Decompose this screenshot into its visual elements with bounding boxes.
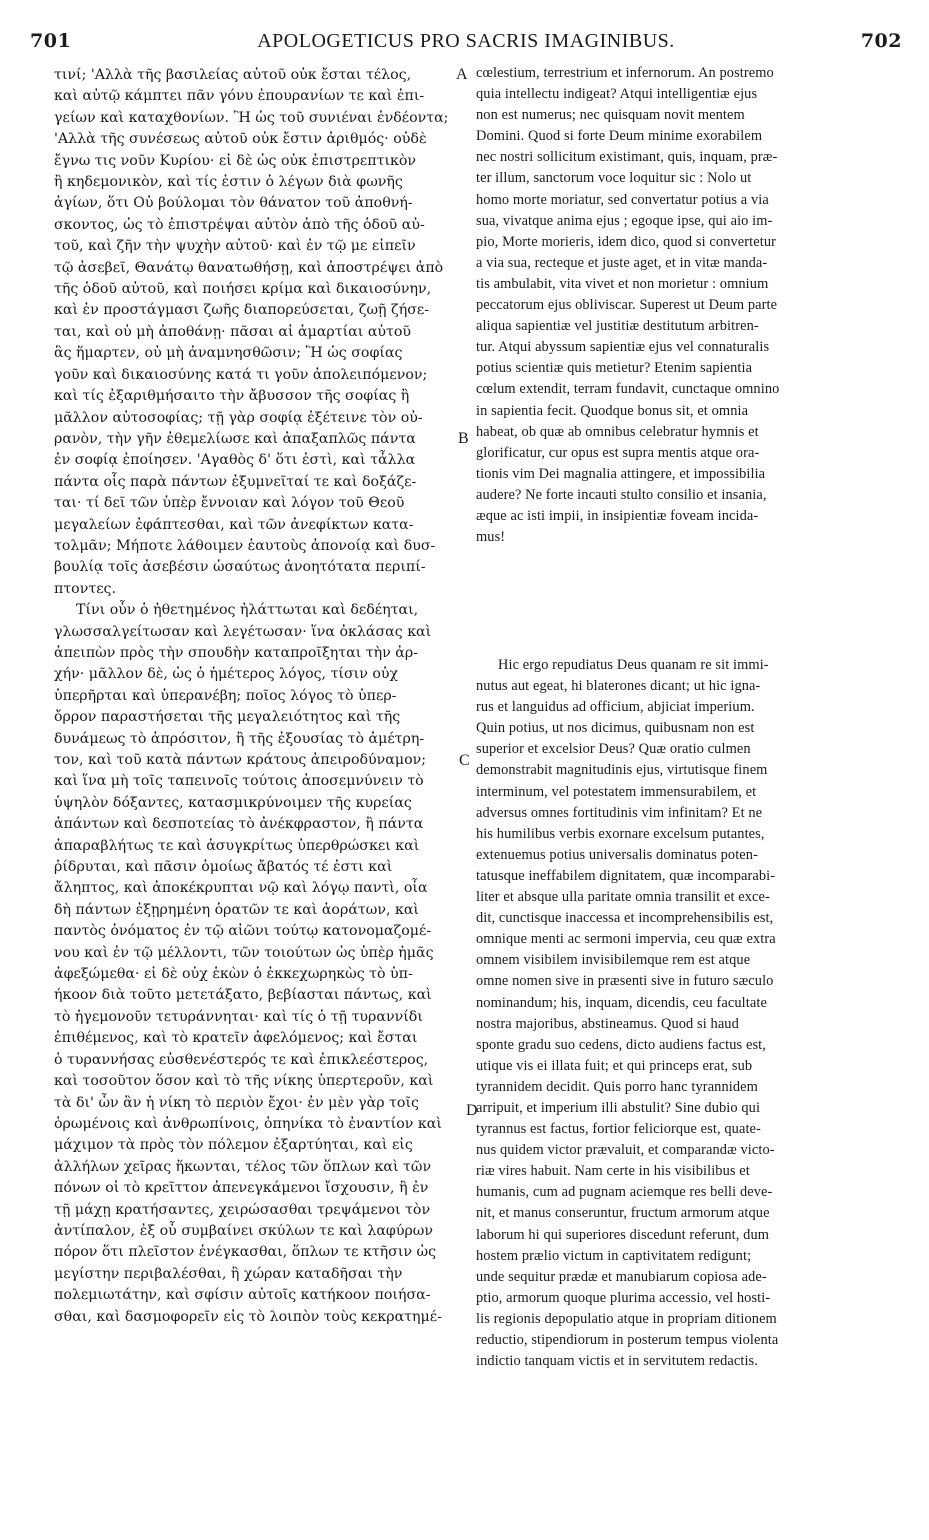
margin-marker-a: A bbox=[456, 66, 468, 83]
text-line: unde sequitur prædæ et manubiarum copiosa ade- bbox=[476, 1268, 767, 1285]
text-line: interminum, vel potestatem immensurabilem, et bbox=[476, 783, 757, 800]
text-line: arripuit, et imperium illi abstulit? Sine dubio qui bbox=[476, 1099, 761, 1116]
text-line: sponte gradu suo cedens, dicto audiens factus est, bbox=[476, 1036, 766, 1053]
text-line: in sapientia fecit. Quodque bonus sit, et omnia bbox=[476, 402, 749, 419]
text-line: σκοντος, ὡς τὸ ἐπιστρέψαι αὐτὸν ἀπὸ τῆς ὁδοῦ αὐ- bbox=[54, 216, 425, 233]
text-line: tis ambulabit, vita vivet et non morietur : omnium bbox=[476, 275, 769, 292]
text-line: ἐπιθέμενος, καὶ τὸ κρατεῖν ἀφελόμενος; καὶ ἔσται bbox=[54, 1030, 418, 1047]
text-line: laborum hi qui superiores discedunt referunt, dum bbox=[476, 1226, 770, 1243]
text-line: utique vis ei illata fuit; et qui princeps erat, sub bbox=[476, 1057, 753, 1074]
text-line: riæ vires habuit. Nam certe in his visibilibus et bbox=[476, 1163, 750, 1180]
text-line: δὴ πάντων ἐξῃρημένη ὁρατῶν τε καὶ ἀοράτων, καὶ bbox=[54, 901, 419, 918]
text-line: ἀλλήλων χεῖρας ἥκωνται, τέλος τῶν ὅπλων καὶ τῶν bbox=[54, 1158, 432, 1175]
text-line: his humilibus verbis exornare excelsum putantes, bbox=[476, 825, 765, 842]
text-line: γλωσσαλγείτωσαν καὶ λεγέτωσαν· ἵνα ὀκλάσας καὶ bbox=[54, 623, 432, 640]
text-line: τοῦ, καὶ ζῆν τὴν ψυχὴν αὐτοῦ· καὶ ἐν τῷ με εἰπεῖν bbox=[54, 238, 416, 255]
text-line: καὶ αὐτῷ κάμπτει πᾶν γόνυ ἐπουρανίων τε καὶ ἐπι- bbox=[54, 88, 425, 105]
text-line: ἢ κηδεμονικὸν, καὶ τίς ἐστιν ὁ λέγων διὰ φωνῆς bbox=[54, 174, 403, 191]
latin-column-part-1 bbox=[476, 63, 906, 548]
text-line: sua, vivatque anima ejus ; egoque ipse, qui aio im- bbox=[476, 212, 773, 229]
text-line: τινί; 'Αλλὰ τῆς βασιλείας αὐτοῦ οὐκ ἔσται τέλος, bbox=[54, 67, 412, 83]
text-line: τολμᾶν; Μήποτε λάθοιμεν ἑαυτοὺς ἀπονοίᾳ καὶ δυσ- bbox=[54, 537, 436, 554]
text-line: μᾶλλον αὐτοσοφίας; τῇ γὰρ σοφίᾳ ἐξέτεινε τὸν οὐ- bbox=[54, 409, 423, 426]
text-line: nus quidem victor prævaluit, et comparandæ victo- bbox=[476, 1142, 775, 1159]
text-line: ήκοον διὰ τοῦτο μετετάξατο, βεβίασται πάντως, καὶ bbox=[54, 987, 432, 1004]
text-line: γοῦν καὶ δικαιοσύνης κατά τι γοῦν ἀπολειπόμενον; bbox=[54, 366, 428, 383]
text-line: ὄρρον παραστήσεται τῆς μεγαλειότητος καὶ τῆς bbox=[54, 709, 401, 726]
text-line: liter et absque ulla paritate omnia transilit et exce- bbox=[476, 889, 770, 906]
text-line: pio, Morte morieris, idem dico, quod si convertetur bbox=[476, 233, 777, 250]
text-line: ὁρωμένοις καὶ ἀνθρωπίνοις, ὁπηνίκα τὸ ἐναντίον καὶ bbox=[54, 1115, 442, 1132]
text-line: non est numerus; nec quisquam novit mentem bbox=[476, 107, 745, 124]
text-line: τῷ ἀσεβεῖ, Θανάτῳ θανατωθήσῃ, καὶ ἀποστρέψει ἀπὸ bbox=[54, 259, 444, 276]
text-line: homo morte moriatur, sed convertatur potius a via bbox=[476, 191, 769, 208]
text-line: βουλίᾳ τοῖς ἀσεβέσιν ὡσαύτως ἀνοητότατα περιπί- bbox=[54, 559, 426, 576]
text-line: ἀπαραβλήτως τε καὶ ἀσυγκρίτως ὑπερθρώσκει καὶ bbox=[54, 837, 420, 854]
page-number-right: 702 bbox=[860, 30, 902, 52]
text-line: ἀπειπὼν πρὸς τὴν σπουδὴν καταπροῖξηται τὴν ἀρ- bbox=[54, 644, 419, 661]
running-title: APOLOGETICUS PRO SACRIS IMAGINIBUS. bbox=[257, 30, 675, 52]
text-line: nit, et manus conseruntur, fructum armorum atque bbox=[476, 1205, 770, 1222]
text-line: omne nomen sive in præsenti sive in futuro sæculo bbox=[476, 973, 774, 990]
text-line: indictio tanquam victis et in servitutem redactis. bbox=[476, 1353, 758, 1370]
text-line: ἀντίπαλον, ἐξ οὗ συμβαίνει σκύλων τε καὶ λαφύρων bbox=[54, 1222, 434, 1239]
text-line: tatusque ineffabilem dignitatem, quæ incomparabi- bbox=[476, 867, 776, 884]
text-line: ἔγνω τις νοῦν Κυρίου· εἰ δὲ ὡς οὐκ ἐπιστρεπτικὸν bbox=[54, 152, 417, 169]
text-line: habeat, ob quæ ab omnibus celebratur hymnis et bbox=[476, 423, 759, 440]
text-line: superior et excelsior Deus? Quæ oratio culmen bbox=[476, 741, 751, 758]
text-line: πολεμιωτάτην, καὶ σφίσιν αὐτοῖς κατήκοον ποιήσα- bbox=[54, 1287, 431, 1304]
text-line: dit, cunctisque inaccessa et incomprehensibilis est, bbox=[476, 910, 774, 927]
text-line: ται, καὶ οὐ μὴ ἀποθάνῃ· πᾶσαι αἱ ἁμαρτίαι αὐτοῦ bbox=[54, 323, 412, 340]
text-line: Hic ergo repudiatus Deus quanam re sit immi- bbox=[498, 657, 769, 673]
text-line: hostem prælio victum in captivitatem redigunt; bbox=[476, 1247, 752, 1264]
text-line: μεγίστην περιβαλέσθαι, ἢ χώραν καταδῆσαι τὴν bbox=[54, 1265, 403, 1282]
text-line: a via sua, recteque et juste aget, et in vitæ manda- bbox=[476, 254, 768, 271]
text-line: τῇ μάχῃ κρατήσαντες, χειρώσασθαι τρεψάμενοι τὸν bbox=[54, 1201, 431, 1218]
text-line: omnique menti ac sermoni impervia, ceu quæ extra bbox=[476, 931, 776, 948]
text-line: τὰ δι' ὧν ἂν ἡ νίκη τὸ περιὸν ἔχοι· ἐν μὲν γὰρ τοῖς bbox=[54, 1094, 419, 1111]
text-line: πόνων οἱ τὸ κρεῖττον ἀπενεγκάμενοι ἴσχουσιν, ἢ ἐν bbox=[54, 1180, 429, 1197]
text-line: nostra majoribus, abstineamus. Quod si haud bbox=[476, 1015, 739, 1032]
text-line: cœlestium, terrestrium et infernorum. An postremo bbox=[476, 65, 774, 81]
text-line: adversus omnes fortitudinis vim infinitam? Et ne bbox=[476, 804, 763, 821]
text-line: δυνάμεως τὸ ἀπρόσιτον, ἢ τῆς ἐξουσίας τὸ ἀμέτρη- bbox=[54, 730, 425, 747]
text-line: peccatorum ejus obliviscar. Superest ut Deum parte bbox=[476, 297, 778, 314]
text-line: 'Αλλὰ τῆς συνέσεως αὐτοῦ οὐκ ἔστιν ἀριθμός· οὐδὲ bbox=[54, 131, 427, 148]
text-line: Quin potius, ut nos dicimus, quibusnam non est bbox=[476, 720, 755, 737]
text-line: μεγαλείων ἐφάπτεσθαι, καὶ τῶν ἀνεφίκτων κατα- bbox=[54, 516, 414, 533]
text-line: καὶ τίς ἐξαριθμήσαιτο τὴν ἄβυσσον τῆς σοφίας ἢ bbox=[54, 388, 410, 405]
text-line: καὶ ἐν προστάγμασι ζωῆς διαπορεύσεται, ζωῇ ζήσε- bbox=[54, 302, 430, 319]
text-line: ἐν σοφίᾳ ἐποίησεν. 'Αγαθὸς δ' ὅτι ἐστὶ, καὶ τἆλλα bbox=[54, 452, 416, 469]
text-line: omnem visibilem invisibilemque rem est atque bbox=[476, 952, 751, 969]
text-line: demonstrabit magnitudinis ejus, virtutisque finem bbox=[476, 762, 768, 779]
text-line: nec nostri sollicitum existimant, quis, inquam, præ- bbox=[476, 149, 778, 166]
text-line: ῥίδρυται, καὶ πᾶσιν ὁμοίως ἄβατός τέ ἐστι καὶ bbox=[54, 859, 393, 876]
text-line: humanis, cum ad pugnam aciemque res belli deve- bbox=[476, 1184, 773, 1201]
text-line: potius scientiæ quis metietur? Etenim sapientia bbox=[476, 360, 753, 377]
text-line: quia intellectu indigeat? Atqui intelligentiæ ejus bbox=[476, 86, 758, 103]
text-line: tionis vim Dei magnalia attingere, et impossibilia bbox=[476, 465, 766, 482]
text-line: extenuemus potius universalis dominatus poten- bbox=[476, 846, 758, 863]
text-line: Τίνι οὖν ὁ ἠθετημένος ἠλάττωται καὶ δεδέηται, bbox=[76, 602, 419, 619]
text-line: τον, καὶ τοῦ κατὰ πάντων κράτους ἀπειροδύναμον; bbox=[54, 752, 427, 768]
text-line: ἃς ἥμαρτεν, οὐ μὴ ἀναμνησθῶσιν; Ἢ ὡς σοφίας bbox=[54, 345, 403, 362]
text-line: ται· τί δεῖ τῶν ὑπὲρ ἔννοιαν καὶ λόγον τοῦ Θεοῦ bbox=[54, 495, 405, 512]
text-line: ὁ τυραννήσας εὐσθενέστερός τε καὶ ἐπικλεέστερος, bbox=[54, 1051, 429, 1068]
text-line: καὶ ἵνα μὴ τοῖς ταπεινοῖς τούτοις ἀποσεμνύνειν τὸ bbox=[54, 773, 424, 790]
text-line: ἀφεξώμεθα· εἰ δὲ οὐχ ἑκὼν ὁ ἐκκεχωρηκὼς τὸ ὑπ- bbox=[54, 966, 413, 983]
text-line: audere? Ne forte incauti stulto consilio et insania, bbox=[476, 486, 767, 503]
text-line: πάντα οἷς παρὰ πάντων ἐξυμνεῖταί τε καὶ δοξάζε- bbox=[54, 473, 417, 490]
margin-marker-c: C bbox=[459, 752, 470, 769]
text-line: ptio, armorum quoque plurima accessio, vel hosti- bbox=[476, 1289, 771, 1306]
margin-marker-d: D bbox=[466, 1102, 478, 1119]
text-line: μάχιμον τὰ πρὸς τὸν πόλεμον ἐξαρτύηται, καὶ εἰς bbox=[54, 1137, 413, 1154]
text-line: tyrannidem decidit. Quis porro hanc tyrannidem bbox=[476, 1078, 758, 1095]
text-line: τῆς ὁδοῦ αὐτοῦ, καὶ ποιήσει κρίμα καὶ δικαιοσύνην, bbox=[54, 281, 432, 298]
text-line: χήν· μᾶλλον δὲ, ὡς ὁ ἡμέτερος λόγος, τίσιν οὐχ bbox=[54, 666, 399, 683]
greek-column bbox=[54, 65, 458, 1328]
text-line: σθαι, καὶ δασμοφορεῖν εἰς τὸ λοιπὸν τοὺς κεκρατημέ- bbox=[54, 1308, 442, 1325]
text-line: ὑψηλὸν δόξαντες, κατασμικρύνοιμεν τῆς κυρείας bbox=[54, 794, 412, 811]
page-number-left: 701 bbox=[30, 30, 72, 52]
text-line: glorificatur, cur opus est supra mentis atque ora- bbox=[476, 444, 760, 461]
text-line: nutus aut egeat, hi blaterones dicant; ut hic igna- bbox=[476, 678, 761, 695]
text-line: ἁπάντων καὶ δεσποτείας τὸ ἀνέκφραστον, ἢ πάντα bbox=[54, 816, 424, 833]
text-line: γείων καὶ καταχθονίων. Ἢ ὡς τοῦ συνιέναι ἐνδέοντα; bbox=[54, 109, 449, 126]
text-line: ter illum, sanctorum voce loquitur sic : Nolo ut bbox=[476, 170, 752, 187]
text-line: ἄληπτος, καὶ ἀποκέκρυπται νῷ καὶ λόγῳ παντὶ, οἷα bbox=[54, 880, 428, 897]
margin-marker-b: B bbox=[458, 430, 469, 447]
text-line: tyrannus est factus, fortior feliciorque est, quate- bbox=[476, 1121, 761, 1138]
text-line: tur. Atqui abyssum sapientiæ ejus vel connaturalis bbox=[476, 339, 770, 356]
text-line: reductio, stipendiorum in posterum tempus violenta bbox=[476, 1332, 779, 1348]
text-line: παντὸς ὀνόματος ἐν τῷ αἰῶνι τούτῳ κατονομαζομέ- bbox=[54, 923, 432, 940]
text-line: cœlum extendit, terram fundavit, cunctaque omnino bbox=[476, 381, 780, 398]
text-line: rus et languidus ad officium, abjiciat imperium. bbox=[476, 699, 755, 716]
text-line: nominandum; his, inquam, dicendis, ceu facultate bbox=[476, 994, 767, 1011]
text-line: aliqua sapientiæ vel justitiæ destitutum arbitren- bbox=[476, 318, 759, 335]
text-line: æque ac isti impii, in insipientiæ foveam incida- bbox=[476, 507, 759, 524]
text-line: ρανὸν, τὴν γῆν ἐθεμελίωσε καὶ ἁπαξαπλῶς πάντα bbox=[54, 430, 416, 447]
text-line: πτοντες. bbox=[54, 580, 116, 597]
text-line: τὸ ἡγεμονοῦν τετυράννηται· καὶ τίς ὁ τῇ τυραννίδι bbox=[54, 1008, 423, 1025]
latin-column-part-2 bbox=[476, 655, 906, 1372]
text-line: καὶ τοσοῦτον ὅσον καὶ τὸ τῆς νίκης ὑπερτεροῦν, καὶ bbox=[54, 1073, 434, 1090]
text-line: ὑπερῆρται καὶ ὑπερανέβη; ποῖος λόγος τὸ ὑπερ- bbox=[54, 687, 397, 704]
text-line: mus! bbox=[476, 529, 506, 546]
page-header bbox=[30, 30, 902, 58]
text-line: ἁγίων, ὅτι Οὐ βούλομαι τὸν θάνατον τοῦ ἀποθνή- bbox=[54, 195, 413, 212]
text-line: lis regionis depopulatio atque in propriam ditionem bbox=[476, 1310, 777, 1327]
text-line: πόρον ὅτι πλεῖστον ἐνέγκασθαι, ὅπλων τε κτῆσιν ὡς bbox=[54, 1244, 437, 1261]
text-line: Domini. Quod si forte Deum minime exorabilem bbox=[476, 128, 763, 145]
text-line: νου καὶ ἐν τῷ μέλλοντι, τῶν τοιούτων ὡς ὑπὲρ ἡμᾶς bbox=[54, 944, 434, 961]
